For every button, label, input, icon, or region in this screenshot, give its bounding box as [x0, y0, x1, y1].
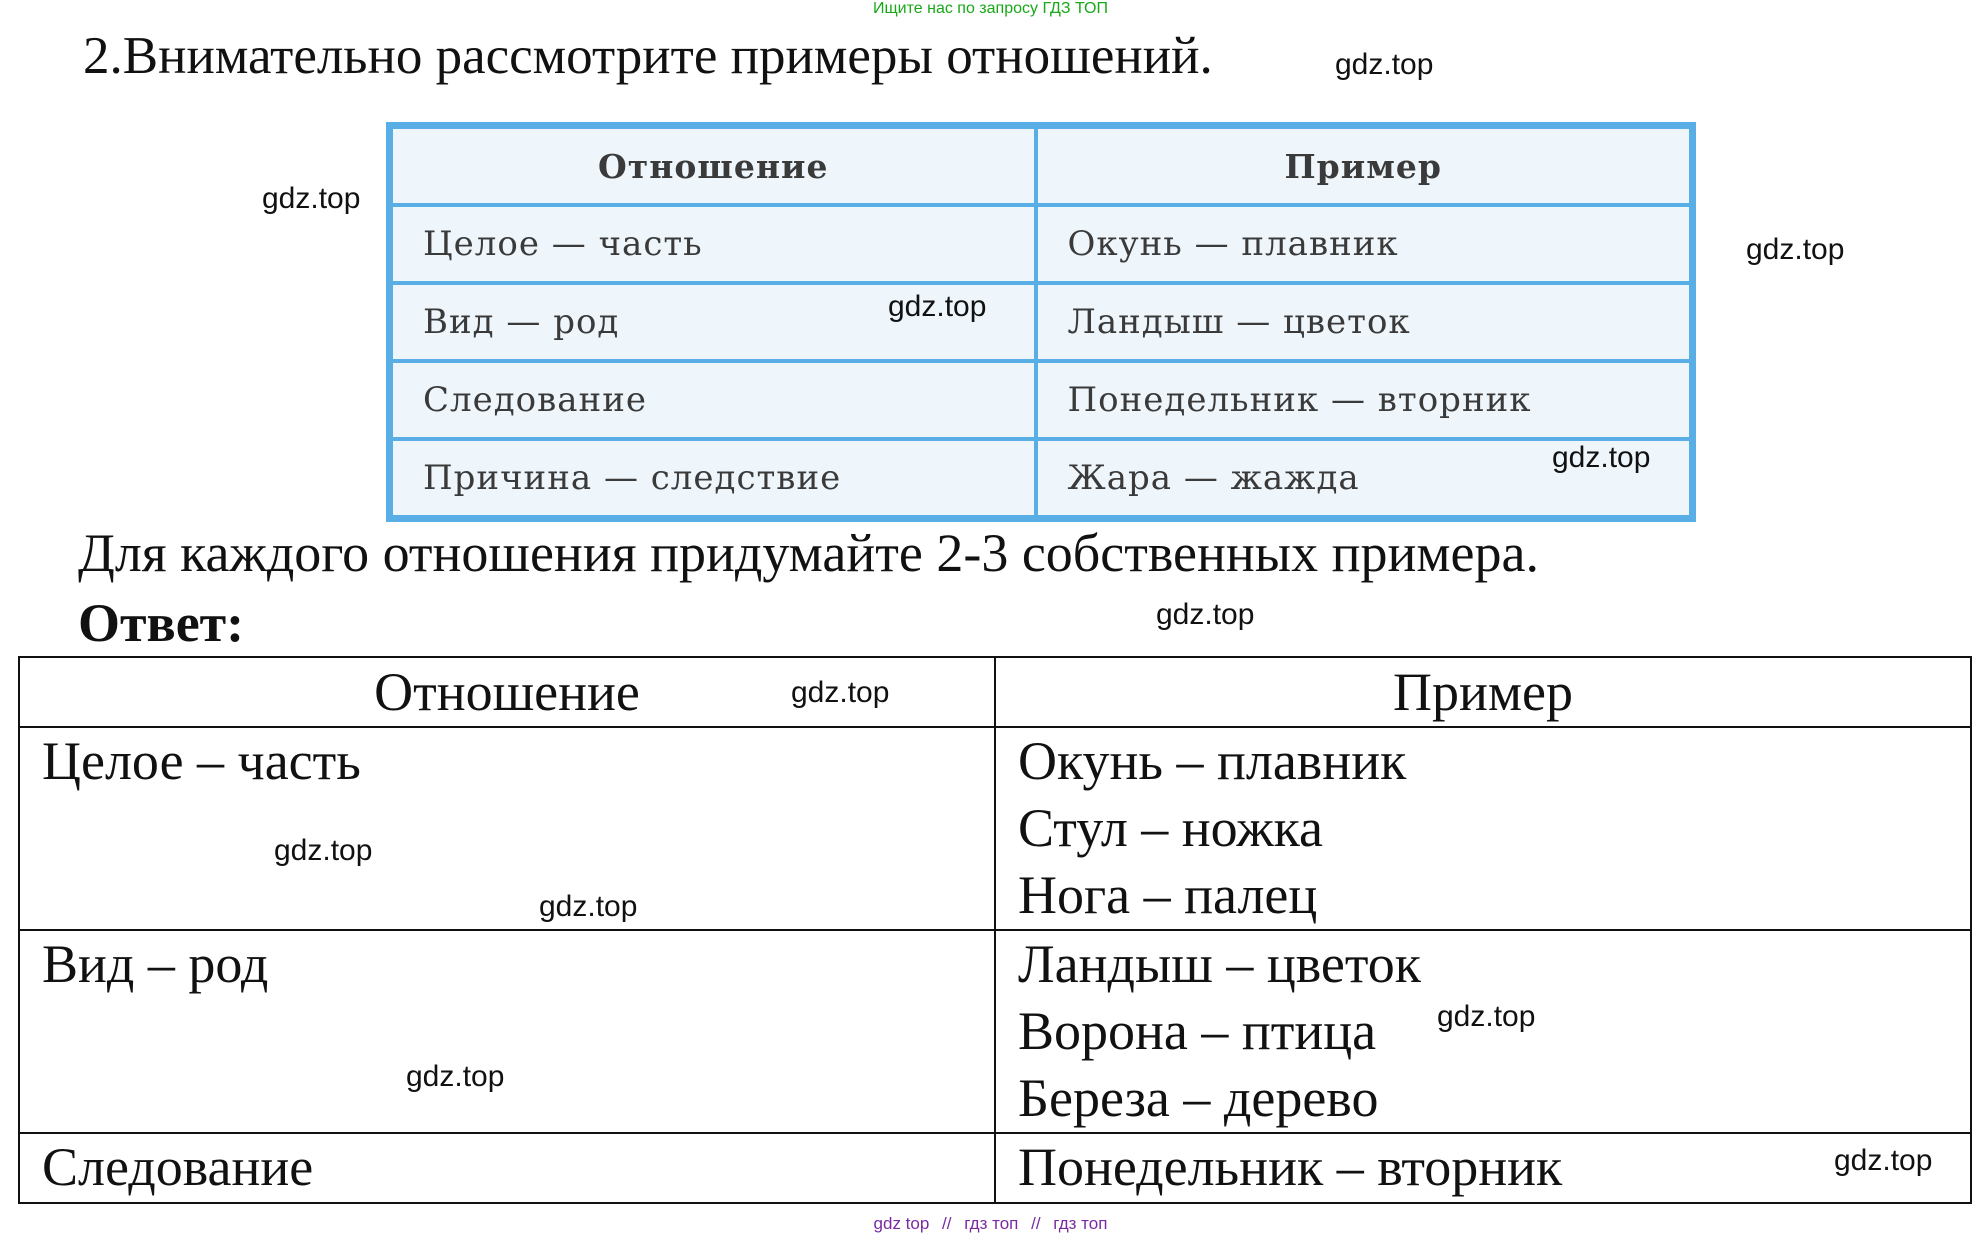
watermark: gdz.top: [1335, 48, 1434, 81]
table-row: [19, 930, 1971, 1133]
watermark: gdz.top: [539, 890, 638, 923]
table-row: [390, 283, 1693, 361]
watermark: gdz.top: [274, 834, 373, 867]
example-cell: Окунь — плавник: [1036, 205, 1693, 283]
textbook-table-header: [390, 126, 1693, 206]
footer-links: [0, 1214, 1981, 1234]
task-text: Для каждого отношения придумайте 2-3 собственных примера.: [78, 523, 1539, 583]
watermark: gdz.top: [888, 290, 987, 323]
table-row: [390, 361, 1693, 439]
footer-link[interactable]: гдз топ: [1053, 1214, 1108, 1233]
example-cell: Понедельник — вторник: [1036, 361, 1693, 439]
answer-label: Ответ:: [78, 593, 245, 653]
relation-cell: Причина — следствие: [390, 439, 1036, 519]
relation-cell: Следование: [390, 361, 1036, 439]
example-line: Окунь – плавник: [1018, 731, 1407, 791]
watermark: gdz.top: [791, 676, 890, 709]
header-example: Пример: [995, 657, 1971, 727]
table-row: [390, 205, 1693, 283]
table-row: [390, 439, 1693, 519]
watermark: gdz.top: [1437, 1000, 1536, 1033]
footer-link[interactable]: gdz top: [873, 1214, 930, 1233]
table-row: [19, 1133, 1971, 1203]
example-line: Понедельник – вторник: [1018, 1137, 1563, 1197]
header-relation: Отношение: [390, 126, 1036, 206]
answer-table-header: [19, 657, 1971, 727]
examples-cell: [995, 727, 1971, 930]
separator: //: [942, 1214, 952, 1233]
examples-cell: [995, 1133, 1971, 1203]
answer-table: [18, 656, 1972, 1204]
relation-cell: Следование: [19, 1133, 995, 1203]
example-line: Ландыш – цветок: [1018, 934, 1421, 994]
watermark: gdz.top: [262, 182, 361, 215]
table-row: [19, 727, 1971, 930]
header-example: Пример: [1036, 126, 1693, 206]
example-cell: Жара — жажда: [1036, 439, 1693, 519]
watermark: gdz.top: [406, 1060, 505, 1093]
separator: //: [1031, 1214, 1041, 1233]
example-line: Нога – палец: [1018, 865, 1318, 925]
search-hint: Ищите нас по запросу ГДЗ ТОП: [873, 0, 1108, 17]
header-relation: Отношение: [19, 657, 995, 727]
relation-cell: Целое – часть: [19, 727, 995, 930]
example-line: Береза – дерево: [1018, 1068, 1379, 1128]
watermark: gdz.top: [1552, 441, 1651, 474]
example-cell: Ландыш — цветок: [1036, 283, 1693, 361]
watermark: gdz.top: [1834, 1144, 1933, 1177]
relation-cell: Вид – род: [19, 930, 995, 1133]
example-line: Ворона – птица: [1018, 1001, 1377, 1061]
watermark: gdz.top: [1156, 598, 1255, 631]
task-title: 2.Внимательно рассмотрите примеры отношений.: [83, 27, 1213, 85]
textbook-table: [386, 122, 1696, 522]
footer-link[interactable]: гдз топ: [964, 1214, 1019, 1233]
relation-cell: Целое — часть: [390, 205, 1036, 283]
example-line: Стул – ножка: [1018, 798, 1324, 858]
relation-cell: Вид — род: [390, 283, 1036, 361]
watermark: gdz.top: [1746, 233, 1845, 266]
